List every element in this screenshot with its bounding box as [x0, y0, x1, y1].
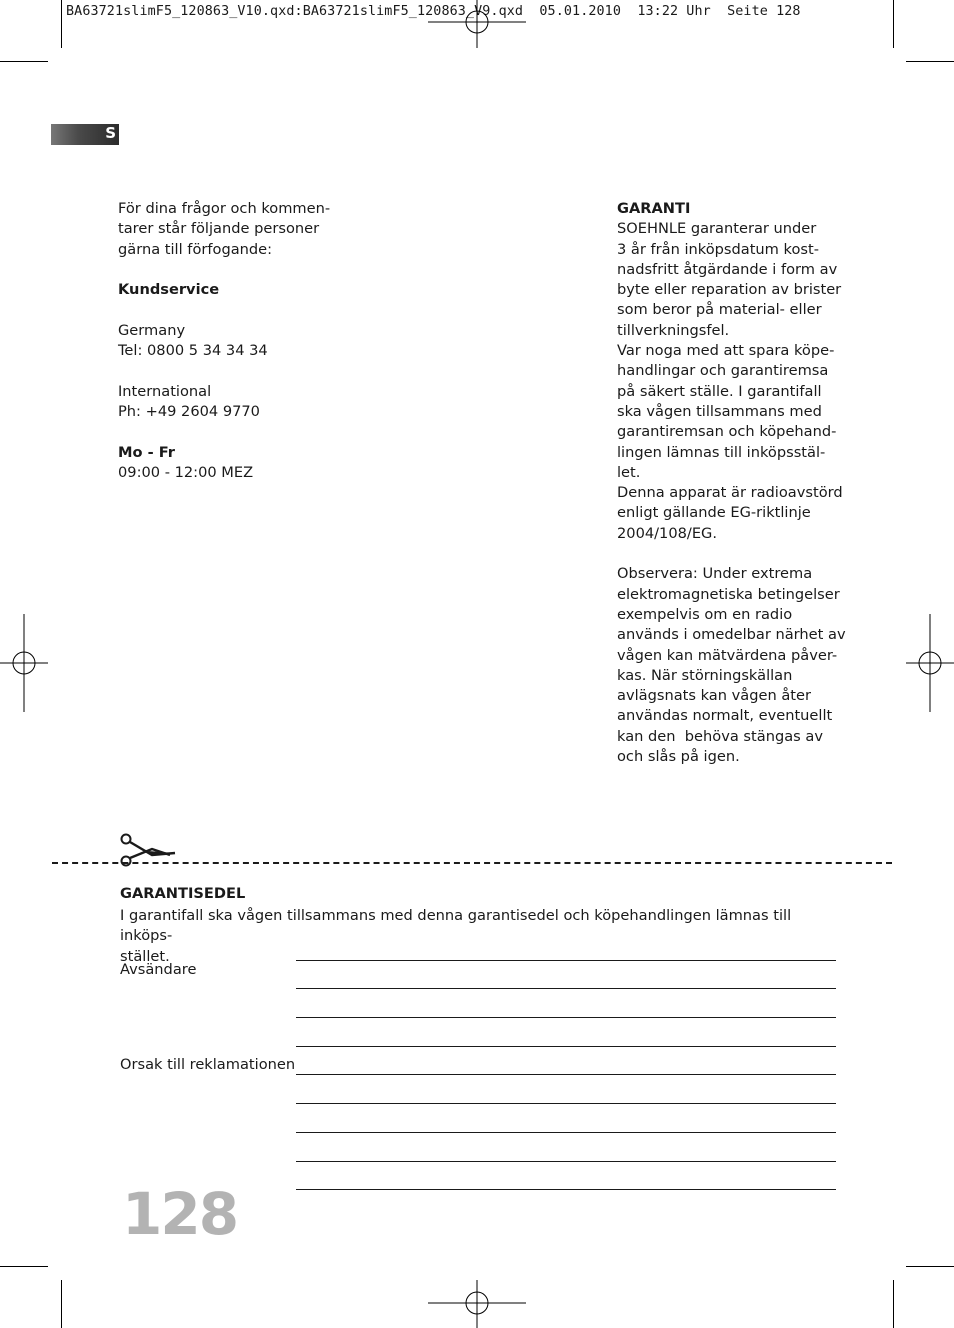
hours-heading: Mo - Fr	[118, 443, 175, 461]
warranty-card	[120, 884, 836, 967]
crop-mark	[906, 61, 954, 62]
print-slug: BA63721slimF5_120863_V10.qxd:BA63721slimF5_120863_V9.qxd 05.01.2010 13:22 Uhr Seite 128	[66, 4, 801, 19]
warranty-text-line: ska vågen tillsammans med	[617, 402, 822, 420]
language-code: S	[105, 124, 116, 142]
warranty-text-line: nadsfritt åtgärdande i form av	[617, 260, 838, 278]
registration-mark-icon	[0, 614, 48, 712]
contact-intro-line: gärna till förfogande:	[118, 240, 273, 258]
warranty-text-line: Denna apparat är radioavstörd	[617, 484, 843, 502]
sender-line[interactable]	[296, 960, 836, 961]
crop-mark	[0, 1266, 48, 1267]
page-number: 128	[122, 1180, 238, 1248]
service-heading: Kundservice	[118, 281, 220, 299]
germany-phone: Tel: 0800 5 34 34 34	[118, 342, 268, 360]
warranty-text-line: avlägsnats kan vågen åter	[617, 687, 811, 705]
warranty-text-line: kas. När störningskällan	[617, 666, 793, 684]
crop-mark	[61, 1280, 62, 1328]
warranty-heading: GARANTI	[617, 200, 691, 217]
registration-mark-icon	[428, 0, 526, 48]
warranty-card-intro	[120, 906, 836, 967]
warranty-text-line: användas normalt, eventuellt	[617, 707, 833, 725]
warranty-text-line: 3 år från inköpsdatum kost-	[617, 240, 819, 258]
warranty-text-line: tillverkningsfel.	[617, 321, 730, 339]
registration-mark-icon	[428, 1280, 526, 1328]
sender-line[interactable]	[296, 1017, 836, 1018]
warranty-text-line: vågen kan mätvärdena påver-	[617, 646, 838, 664]
sender-line[interactable]	[296, 1046, 836, 1047]
intro-line: I garantifall ska vågen tillsammans med denna garantisedel och köpehandlingen lämnas till inköps-	[120, 907, 792, 945]
registration-mark-icon	[906, 614, 954, 712]
warranty-column	[617, 199, 846, 767]
contact-column	[118, 199, 330, 483]
crop-mark	[906, 1266, 954, 1267]
sender-label: Avsändare	[120, 961, 197, 978]
warranty-text-line: Observera: Under extrema	[617, 565, 813, 583]
reason-line[interactable]	[296, 1103, 836, 1104]
warranty-text-line: handlingar och garantiremsa	[617, 362, 829, 380]
crop-mark	[893, 0, 894, 48]
warranty-text-line: exempelvis om en radio	[617, 605, 793, 623]
contact-intro-line: För dina frågor och kommen-	[118, 200, 331, 217]
international-label: International	[118, 382, 212, 400]
sender-line[interactable]	[296, 988, 836, 989]
warranty-text-line: SOEHNLE garanterar under	[617, 220, 817, 238]
paragraph-gap	[617, 544, 846, 564]
crop-mark	[893, 1280, 894, 1328]
warranty-card-title: GARANTISEDEL	[120, 885, 246, 902]
germany-label: Germany	[118, 321, 186, 339]
opening-hours: 09:00 - 12:00 MEZ	[118, 463, 254, 481]
international-phone: Ph: +49 2604 9770	[118, 402, 260, 420]
warranty-text-line: lingen lämnas till inköpsstäl-	[617, 443, 826, 461]
warranty-text-line: på säkert ställe. I garantifall	[617, 382, 822, 400]
warranty-text-line: enligt gällande EG-riktlinje	[617, 504, 811, 522]
reason-label: Orsak till reklamationen	[120, 1056, 296, 1073]
warranty-text-line: garantiremsan och köpehand-	[617, 423, 837, 441]
warranty-text-line: och slås på igen.	[617, 748, 740, 766]
language-tab	[51, 124, 119, 145]
warranty-text-line: kan den behöva stängas av	[617, 727, 823, 745]
warranty-text-line: används i omedelbar närhet av	[617, 626, 846, 644]
warranty-text-line: elektromagnetiska betingelser	[617, 585, 840, 603]
intro-line: stället.	[120, 947, 170, 965]
reason-line[interactable]	[296, 1161, 836, 1162]
contact-intro-line: tarer står följande personer	[118, 220, 320, 238]
crop-mark	[0, 61, 48, 62]
reason-line[interactable]	[296, 1074, 836, 1075]
reason-line[interactable]	[296, 1132, 836, 1133]
crop-mark	[61, 0, 62, 48]
warranty-text-line: let.	[617, 463, 641, 481]
reason-line[interactable]	[296, 1189, 836, 1190]
warranty-text-line: 2004/108/EG.	[617, 524, 717, 542]
warranty-text-line: som beror på material- eller	[617, 301, 822, 319]
warranty-text-line: byte eller reparation av brister	[617, 281, 842, 299]
warranty-text-line: Var noga med att spara köpe-	[617, 342, 835, 360]
cut-line	[52, 862, 892, 864]
